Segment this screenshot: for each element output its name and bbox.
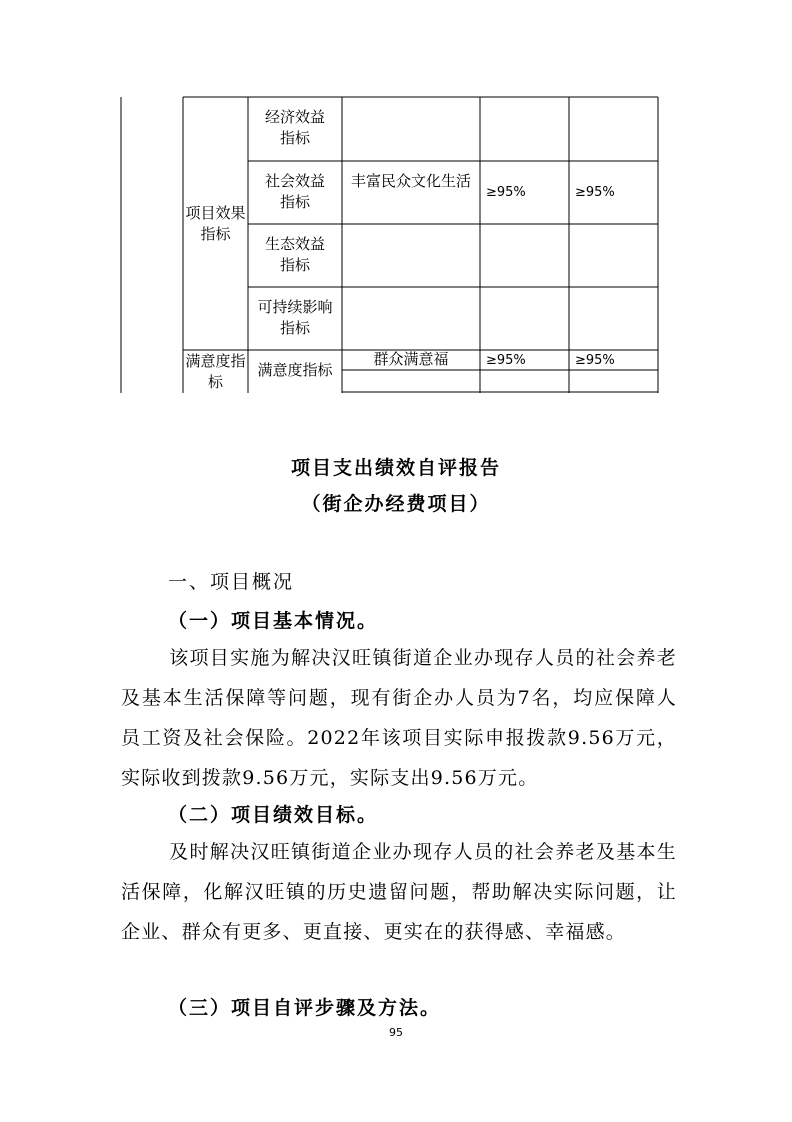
indicator-economic: 经济效益指标 [264,108,325,147]
paragraph-basic-info [121,638,677,798]
paragraph-performance-goal [121,832,677,952]
actual-social: ≥95% [575,185,615,200]
section-heading-overview: 一、项目概况 [168,571,295,593]
indicator-satisfaction: 满意度指标 [257,361,333,379]
target-social: ≥95% [486,185,526,200]
subsection-evaluation-method: （三）项目自评步骤及方法。 [168,997,442,1019]
target-satisfaction: ≥95% [486,353,526,368]
paragraph-performance-goal-text: 及时解决汉旺镇街道企业办现存人员的社会养老及基本生活保障，化解汉旺镇的历史遗留问题，帮助解决实际问题，让企业、群众有更多、更直接、更实在的获得感、幸福感。 [121,841,677,943]
report-title: 项目支出绩效自评报告 [290,457,501,479]
page-number: 95 [389,1026,403,1039]
indicator-social: 社会效益指标 [264,172,325,211]
indicator-sustainable: 可持续影响指标 [257,298,333,337]
group-effect-label: 项目效果指标 [185,204,246,243]
subsection-performance-goal: （二）项目绩效目标。 [168,804,379,826]
group-satisfaction-label: 满意度指标 [185,352,246,391]
table-grid [0,0,792,395]
subsection-basic-info: （一）项目基本情况。 [168,610,379,632]
content-social: 丰富民众文化生活 [350,172,471,190]
actual-satisfaction: ≥95% [575,353,615,368]
content-satisfaction: 群众满意福 [373,350,449,368]
paragraph-basic-info-text: 该项目实施为解决汉旺镇街道企业办现存人员的社会养老及基本生活保障等问题，现有街企办人员为7名，均应保障人员工资及社会保险。2022年该项目实际申报拨款9.56万元，实际收到拨款9.56万元，实际支出9.56万元。 [121,647,677,789]
report-subtitle: （街企办经费项目） [301,493,491,515]
indicator-ecological: 生态效益指标 [264,235,325,274]
